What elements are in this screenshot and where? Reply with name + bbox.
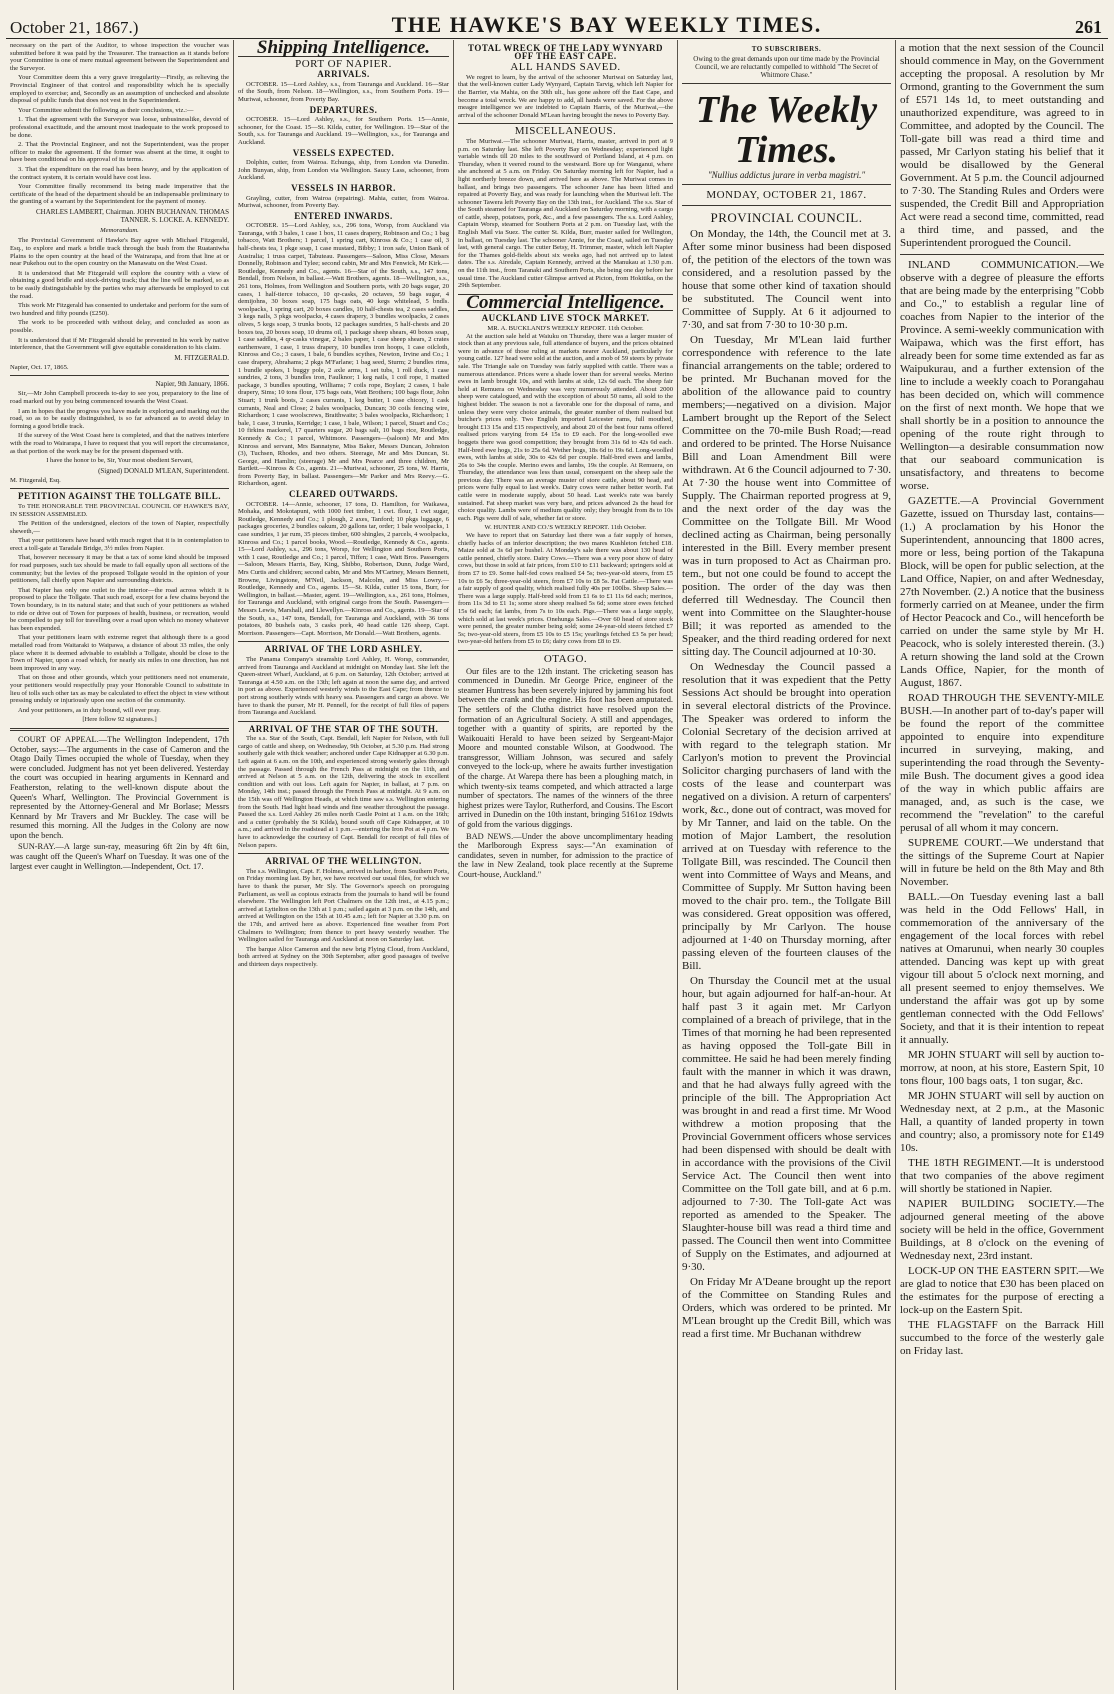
column-4: [678, 40, 896, 1690]
port-heading: PORT OF NAPIER.: [295, 57, 392, 70]
arrivals-list: OCTOBER. 15—Lord Ashley, s.s., from Tauranga and Auckland. 16—Star of the South, from Nelson. 18—Wellington, s.s., from Southern Ports. 19—Muriwai, schooner, from Poverty Bay.: [238, 80, 449, 103]
road-heading: ROAD THROUGH THE SEVENTY-MILE BUSH.: [900, 692, 1104, 717]
subscribers-heading: TO SUBSCRIBERS.: [751, 45, 822, 53]
lockup-text: —We are glad to notice that £30 has been placed on the estimates for the purpose of erecting a lock-up on the Eastern Spit.: [900, 1265, 1104, 1316]
memorandum-heading: Memorandum.: [100, 226, 139, 234]
divider: [238, 641, 449, 642]
court-heading: COURT OF APPEAL.: [18, 734, 99, 744]
ashley-text: The Panama Company's steamship Lord Ashley, H. Worsp, commander, arrived from Tauranga and Auckland at midnight on Monday last. She left the Queen-street Wharf, Auckland, at 6 p.m. on Saturday, 12th October; arrived at Tauranga at 4.50 a.m. on the 13th; left again at noon the same day, and arrived in port as above. Experienced westerly winds to the East Cape; from thence to port strong southerly winds with heavy sea. Passengers and cargo as above. We have to thank the purser, Mr H. Pennell, for the receipt of full files of papers from Tauranga and Auckland.: [238, 655, 449, 717]
editorial-masthead: [682, 90, 891, 206]
report-para: 3. That the expenditure on the road has been heavy, and by the application of the contract system, it is certain would have cost less.: [10, 165, 229, 181]
expected-list: Dolphin, cutter, from Wairoa. Echunga, ship, from London via Dunedin. John Bunyan, ship, from London via Wellington. Saucy Lass, schooner, from Auckland.: [238, 159, 449, 182]
petition-note: [Here follow 92 signatures.]: [82, 716, 157, 724]
council-para: On Tuesday, Mr M'Lean laid further correspondence with reference to the late financial arrangements on the table; ordered to be printed. Mr Buchanan moved for the abolition of the allowance paid to country members;—negatived on a division. Major Lambert brought up the Report of the Select Committee on the 70-mile Bush Road;—read and ordered to be printed. The Horse Nuisance Bill and Loan Amendment Bill were withdrawn. At 6 the Council adjourned to 7·30. At 7·30 the house went into Committee of Supply. The Chairman reported progress at 9, and the next order of the day was the Committee on the Tollgate Bill. Mr Wood declined acting as Chairman, being personally interested in the Bill. Every member present was in turn proposed to Act as Chairman pro. tem., but not one could be found to accept the position. The order of the day was then deferred till Wednesday. The Council then went into Committee on the Slaughter-house Bill; it was reported as amended to the Speaker, and the third reading ordered for next sitting day. The Council adjourned at 10·30.: [682, 334, 891, 658]
memo-para: It is understood that Mr Fitzgerald will explore the country with a view of obtaining a good bridle and stock-driving track; that the line will be marked, so as to be easily distinguishable by the parties who may afterwards be employed to cut the road.: [10, 269, 229, 300]
outwards-heading: CLEARED OUTWARDS.: [288, 489, 399, 500]
wellington-heading: ARRIVAL OF THE WELLINGTON.: [265, 856, 422, 867]
star-heading: ARRIVAL OF THE STAR OF THE SOUTH.: [248, 723, 439, 734]
memo-para: This work Mr Fitzgerald has consented to undertake and perform for the sum of two hundred and fifty pounds (£250).: [10, 302, 229, 317]
council-para: On Friday Mr A'Deane brought up the report of the Committee on Standing Rules and Orders, which was ordered to be printed. Mr M'Lean brought up the Credit Bill, which was read a first time. Mr Buchanan withdrew: [682, 1276, 891, 1340]
otago-text: Our files are to the 12th instant. The cricketing season has commenced in Dunedin. Mr George Price, engineer of the steamer Huntress has been severely injured by jamming his foot between the crank and the engine. His foot has been amputated. The settlers of the Clutha district have resolved upon the formation of an Agricultural Society. A still and appendages, together with a quantity of spirits, are reported by the Waikouaiti Herald to have been seized by Sergeant-Major Moore and mounted constable Wilson, at Goodwood. The transgressor, William Johnson, was secured and safely conveyed to the lock-up, where he awaits further investigation of the charge. At Warepa there has been a ploughing match, in which twenty-six teams competed, and which attracted a large number of spectators. The names of the winners of the three highest prizes were Taylor, Rutherford, and Cousins. The Escort arrived in Dunedin on the 10th instant, bringing 5161oz 19dwts of gold from the various diggings.: [458, 666, 673, 830]
bad-news-text: —Under the above uncomplimentary heading the Marlborough Express says:—"An examination of candidates, seven in number, for admission to the practice of the law in New Zealand, took place recently at the Supreme Court-house, Auckland.": [458, 831, 673, 879]
road-text: —In another part of to-day's paper will be found the report of the committee appointed to enquire into expenditure incurred in surveying, making, and superintending the road through the Seventy-mile Bush. The document gives a good idea of the way in which public affairs are managed, and, as such is the case, we recommend the "revelation" to the careful perusal of all whom it may concern.: [900, 705, 1104, 834]
petition-para: That, however necessary it may be that a tax of some kind should be imposed for road purposes, such tax should be made to fall equally upon all sections of the community; but the levies of the proposed Tollgate would in the opinion of your petitioners, fall chiefly upon Napier and surrounding districts.: [10, 554, 229, 585]
dateline: Napier, Oct. 17, 1865.: [10, 363, 69, 371]
letter-para: I am in hopes that the progress you have made in exploring and marking out the road, so as to be easily distinguished, is so far advanced as to avoid delay in forming a good bridle track.: [10, 407, 229, 430]
outwards-list: OCTOBER. 14—Annie, schooner, 17 tons, D. Hamilton, for Waikawa, Mohaka, and Mokotapuni, with 1000 feet timber, 1 cwt. flour, 1 cwt sugar, Routledge, Kennedy and Co.; 1 plough, 2 axes, Tanford; 10 pkgs luggage, 6 packages groceries, 2 bundles oakum, 20 gallons tar, order; 1 bale woolpacks, 1 case sundries, 1 jar rum, 35 pieces timber, 600 shingles, 2 parcels, 4 woolpacks, Kinross and Co.; 1 parcel books, Wood.—Routledge, Kennedy & Co., agents. 15—Lord Ashley, s.s., 296 tons, Worsp, for Wellington and Southern Ports, with 1 case, Routledge and Co.; 1 parcel, Tiffen; 1 case, Watt Bros. Passengers—Saloon, Messrs Harris, Bay, King, Shibbo, Robertson, Dunn, Judge Ward, Mrs Curtis and children; second cabin, Mr and Mrs M'Cartney, Messrs Bennett, Browne, Livingstone, M'Neil, Jackson, Malcolm, and Miss Lowry.—Routledge, Kennedy and Co., agents. 15—St. Kilda, cutter 15 tons, Burr, for Wellington, in ballast.—Master, agent. 19—Wellington, s.s., 261 tons, Holmes, for Tauranga and Auckland, with original cargo from the South. Passengers—Messrs Lewis, Marshall, and Llewellyn.—Kinross and Co., agents. 19—Star of the South, s.s., 147 tons, Bendall, for Tauranga and Auckland, with 36 tons potatoes, 80 bushels oats, 3 casks pork, 40 head cattle 126 sheep, Capt. Morrison. Passengers—Capt. Morrison, Mr Donald.—Watt Brothers, agents.: [238, 500, 449, 637]
council-para: a motion that the next session of the Council should commence in May, on the Government accepting the proposal. A resolution by Mr Ormond, granting to the Government the sum of £571 14s 1d, to meet outstanding and unauthorized expenditure, was agreed to in Committee, and adopted by the Council. The Toll-gate bill was read a third time and passed, Mr Carlyon stating his belief that it would be disallowed by the General Government. At 5 p.m. the Council adjourned to 7·30. The Standing Rules and Orders were suspended, the Credit Bill and Appropriation Act were read a second time, committed, read a third time, and passed, and the Superintendent prorogued the Council.: [900, 42, 1104, 249]
ball-heading: BALL.: [908, 891, 940, 903]
petition-para: That your petitioners learn with extreme regret that although there is a good metalled road from Waitaraki to Waipawa, a distance of about 33 miles, the only place where it is deemed advisable to establish a Tollgate, should be close to the Town of Napier, upon a road which, for nearly six miles in one direction, has not been improved in any way.: [10, 634, 229, 672]
petition-heading: PETITION AGAINST THE TOLLGATE BILL.: [18, 491, 221, 502]
building-heading: NAPIER BUILDING SOCIETY.: [908, 1198, 1076, 1210]
signature: M. FITZGERALD.: [174, 353, 229, 362]
stuart-heading: MR JOHN STUART: [908, 1090, 1002, 1102]
harbor-list: Grayling, cutter, from Wairoa (repairing). Mahia, cutter, from Wairoa. Muriwai, schooner, from Poverty Bay.: [238, 194, 449, 210]
wreck-text: We regret to learn, by the arrival of the schooner Muriwai on Saturday last, that the well-known cutter Lady Wynyard, Captain Tarvig, which left Napier for the Barrier, via Mahia, on the 30th ult., has gone ashore off the East Cape, and become a total wreck. We are happy to add, all hands were saved. For the above meagre intelligence we are indebted to Captain Harris, of the Muriwai,—the arrival of the schooner Donald M'Lean having brought the news to Poverty Bay.: [458, 73, 673, 119]
regiment-heading: THE 18TH REGIMENT.: [908, 1157, 1022, 1169]
misc-heading: MISCELLANEOUS.: [514, 125, 617, 138]
arrivals-heading: ARRIVALS.: [317, 69, 370, 80]
newspaper-title: THE HAWKE'S BAY WEEKLY TIMES.: [391, 12, 822, 37]
star-text: The s.s. Star of the South, Capt. Bendall, left Napier for Nelson, with full cargo of cattle and sheep, on Wednesday, 9th October, at 5.30 p.m. Had strong southerly gale with thick weather; anchored under Cape Kidnapper at 6.30 p.m. Left again at 6 a.m. on the 10th, and experienced strong westerly gales through the passage. Passed through the French Pass at midnight on the 11th, and arrived at Nelson at 5 a.m. on the 12th, delivering the stock in excellent condition and with out loss. Left again for Napier, in ballast, at 7 p.m. on Monday, 14th inst.; passed through the French Pass at midnight. At 9 a.m. on the 15th was off Wellington Heads, at which time saw s.s. Wellington entering from the South. Had light head winds and fine weather throughout the passage. Passed the s.s. Lord Ashley 26 miles north Castle Point at 1 a.m. on the 16th; and a cutter (probably the St Kilda), bound south off Cape Kidnapper, at 10 a.m.; and arrived in the roadstead at 1 p.m.—entering the Iron Pot at 4 p.m. We have to acknowledge the courtesy of Capt. Bendall for receipt of full files of Nelson papers.: [238, 735, 449, 849]
divider: [238, 721, 449, 722]
sunray-text: —A large sun-ray, measuring 6ft 2in by 4ft 6in, was caught off the Queen's Wharf on Tuesday. It was one of the largest ever caught in Wellington.—Independent, Oct. 17.: [10, 842, 229, 871]
petition-para: The Petition of the undersigned, electors of the town of Napier, respectfully sheweth,—: [10, 520, 229, 535]
expected-heading: VESSELS EXPECTED.: [292, 147, 395, 158]
stuart-heading: MR JOHN STUART: [908, 1049, 1002, 1061]
committee-signers: CHARLES LAMBERT, Chairman. JOHN BUCHANAN. THOMAS TANNER. S. LOCKE. A. KENNEDY.: [36, 207, 229, 224]
ball-text: —On Tuesday evening last a ball was held in the Odd Fellows' Hall, in commemoration of the anniversary of the engagement of the local forces with rebel natives at Omarunui, when nearly 30 couples attended. Dancing was kept up with great vigour till about 5 o'clock next morning, and all present seemed to enjoy themselves. We understand the affair was got up by some gentleman connected with the Odd Fellows' Society, and that it is their intention to repeat it annually.: [900, 891, 1104, 1046]
letter-closing: I have the honor to be, Sir, Your most obedient Servant,: [46, 457, 193, 465]
departures-list: OCTOBER. 15—Lord Ashley, s.s., for Southern Ports. 15—Annie, schooner, for the Coast. 15—St. Kilda, cutter, for Wellington. 19—Star of the South, s.s. for Tauranga and Auckland. 19—Wellington, s.s., for Tauranga and Auckland.: [238, 116, 449, 146]
council-para: On Monday, the 14th, the Council met at 3. After some minor business had been disposed of, the petition of the electors of the town was considered, and a resolution passed by the house that some other kind of taxation should be substituted. The Council went into Committee of Supply. At 6 it adjourned to 7·30, and sat from 7·30 to 10·30 p.m.: [682, 228, 891, 331]
supreme-text: —We understand that the sittings of the Supreme Court at Napier will in future be held on the 8th May and 8th November.: [900, 837, 1104, 888]
supreme-heading: SUPREME COURT.: [908, 837, 1003, 849]
petition-para: That Napier has only one outlet to the interior—the road across which it is proposed to place the Tollgate. That such road, except for a few chains beyond the Town boundary, is in its natural state; and that such of your petitioners as wished to ride or drive out of Town for purposes of health, business, or recreation, would be compelled to pay toll for travelling over a road upon which no money whatever has been expended.: [10, 586, 229, 632]
divider: [10, 728, 229, 731]
divider: [682, 205, 891, 206]
column-2: [234, 40, 454, 1690]
signature: (Signed) DONALD M'LEAN, Superintendent.: [98, 466, 229, 475]
report-para: necessary on the part of the Auditor, to whose inspection the voucher was submitted before it was paid by the Treasurer. The transaction as it stands before your Committee is one of mere mutual agreement between the Superintendent and the Surveyor.: [10, 42, 229, 72]
divider: [238, 853, 449, 854]
divider: [10, 488, 229, 489]
market-text: We have to report that on Saturday last there was a fair supply of horses, chiefly hacks of an inferior description; the two mares Kushleton fetched £18. Maize sold at 3s 6d per bushel. At Monday's sale there was about 130 head of cattle penned, chiefly store. Dairy Cows.—There was a very poor show of dairy cows, but those in sold at fair prices, from £10 to £11 backward; springers sold at from £7 to £9. Some half-fed cows realised £4 5s; two-year-old steers, from £5 10s to £6 5s; three-year-old steers, from £7 10s to £8 5s. Fat Cattle.—There was a fair supply of good quality, which realised fully 40s per 100lbs. Sheep Sales.—There was a large supply. Half-bred sold from £1 6s to £1 11s 6d each; merinos, from 11s 3d to £1 1s; some store sheep realised 5s 6d; some store ewes fetched 15s 6d each; fat lambs, from 7s to 10s each. Pigs.—There was a large supply, which sold at last week's prices. Onehunga Sales.—Over 60 head of store stock were penned, the greater number being sold; some 24-year-old steers fetched £7 5s; two-year-old steers, from £5 10s to £5 15s; yearlings fetched £3 5s per head; two-year-old heifers from £5 to £6; dairy cows from £8 to £9.: [458, 532, 673, 646]
market-heading: AUCKLAND LIVE STOCK MARKET.: [481, 313, 650, 324]
divider: [458, 650, 673, 651]
subscribers-note: Owing to the great demands upon our time made by the Provincial Council, we are reluctantly compelled to withhold "The Secret of Whitmore Chase.": [693, 55, 880, 79]
divider: [458, 123, 673, 124]
issue-date: October 21, 1867.): [10, 18, 139, 37]
editorial-date: MONDAY, OCTOBER 21, 1867.: [706, 189, 867, 201]
column-5: [896, 40, 1108, 1690]
page-header: [6, 6, 1108, 39]
council-heading: PROVINCIAL COUNCIL.: [710, 210, 863, 225]
memo-para: The Provincial Government of Hawke's Bay agree with Michael Fitzgerald, Esq., to explore and mark a bridle track through the bush from the Ruataniwha Plains to the open country at the head of the Wairarapa, and from that line at or near Pukehou out to the open country on the Manawatu on the West Coast.: [10, 237, 229, 268]
divider: [682, 184, 891, 185]
gazette-text: —A Provincial Government Gazette, issued on Thursday last, contains—(1.) A proclamation by his Honor the Superintendent, announcing that 1800 acres, more or less, being portion of the Takapuna Block, will be open for public selection, at the Land Office, Napier, on and after Wednesday, 27th November. (2.) A notice that the business formerly carried on at Meanee, under the firm of Hector Peacock and Co., will henceforth be carried on under the same style by Mr H. Peacock, who is solely interested therein. (3.) A return showing the land sold at the Crown Lands Office, Napier, for the month of August, 1867.: [900, 495, 1104, 689]
flagstaff-heading: THE FLAGSTAFF: [908, 1319, 998, 1331]
shipping-heading: Shipping Intelligence.: [256, 40, 431, 58]
masthead-motto: "Nullius addictus jurare in verba magistri.": [707, 170, 866, 180]
regiment-text: —It is understood that two companies of the above regiment will shortly be stationed in Napier.: [900, 1157, 1104, 1195]
departures-heading: DEPARTURES.: [309, 104, 378, 115]
inland-text: —We observe with a degree of pleasure the efforts that are being made by the enterprising "Cobb and Co.," to establish a regular line of coaches from Napier to the interior of the Province. A semi-weekly communication with Waipawa, which was the first effort, has already been for some time extended as far as Waipukurau, and a further extension of the line to include a weekly coach to Porangahau has been decided on, which will commence on the first of next month. We hope that we shall shortly be in a position to announce the opening of the route right through to Wellington—a desirable consummation now that our seaboard communication is unsatisfactory, and threatens to become worse.: [900, 259, 1104, 492]
wellington-text: The s.s. Wellington, Capt. F. Holmes, arrived in harbor, from Southern Ports, on Friday morning last. By her, we have received our usual files, for which we have to thank the purser, Mr Sly. The Governor's speech on proroguing Parliament, as well as copious extracts from the journals to hand will be found elsewhere. The Wellington left Port Chalmers on the 12th inst., at 4.15 p.m.; arrived at Lyttelton on the 13th at 1 p.m.; sailed again at 3 p.m. on the 14th, and arrived at Wellington on the 15th at 10.45 a.m.; left for Napier at 3.30 p.m. on the 17th, and arrived here as above. Experienced fine weather from Port Chalmers to Wellington; from thence to port heavy westerly weather. The Wellington sailed for Tauranga and Auckland at noon on Saturday last.: [238, 867, 449, 944]
report-para: Your Committee deem this a very grave irregularity—Firstly, as relieving the Provincial Engineer of that control and responsibility which he is specially employed to exercise; and, Secondly as an assumption of unchecked and absolute disposal of public funds that does not vest in the Superintendent.: [10, 74, 229, 105]
lockup-heading: LOCK-UP ON THE EASTERN SPIT.: [908, 1265, 1079, 1277]
sunray-heading: SUN-RAY.: [18, 842, 56, 852]
divider: [900, 254, 1104, 255]
inland-heading: INLAND COMMUNICATION.: [908, 259, 1079, 271]
memo-para: The work to be proceeded with without delay, and concluded as soon as possible.: [10, 319, 229, 334]
flagstaff-text: on the Barrack Hill succumbed to the force of the westerly gale on Friday last.: [900, 1319, 1104, 1357]
column-1: [6, 40, 234, 1690]
commercial-heading: Commercial Intelligence.: [466, 291, 665, 313]
letter-para: If the survey of the West Coast here is completed, and that the natives interfere with the road to Wairarapa, I have to request that you will report the circumstance, as that portion of the work may be for the present dispensed with.: [10, 432, 229, 455]
dateline: Napier, 9th January, 1866.: [155, 380, 229, 389]
divider: [682, 83, 891, 84]
report-byline: MR. A. BUCKLAND'S WEEKLY REPORT. 11th October.: [487, 325, 644, 332]
page-number: 261: [1075, 17, 1102, 37]
letter-para: Sir,—Mr John Campbell proceeds to-day to see you, preparatory to the line of road marked out by you being commenced towards the West Coast.: [10, 390, 229, 405]
bad-news-heading: BAD NEWS.: [466, 831, 514, 841]
harbor-heading: VESSELS IN HARBOR.: [291, 182, 396, 193]
masthead-title: The Weekly Times.: [695, 89, 878, 171]
stuart-text: will sell by auction to-morrow, at noon, at his store, Eastern Spit, 10 tons flour, 100 bags oats, 1 ton sugar, &c.: [900, 1049, 1105, 1087]
petition-para: And your petitioners, as in duty bound, will ever pray.: [18, 706, 161, 714]
council-para: On Thursday the Council met at the usual hour, but again adjourned for half-an-hour. At half past 3 it again met. Mr Carlyon complained of a breach of privilege, that in the Times of that morning he had been represented as having opposed the Toll-gate Bill in committee. He said he had been merely finding fault with the manner in which it was drawn, and that he had always fully agreed with the principle of the bill. The Appropriation Act was brought in and read a first time. Mr Wood withdrew a motion proposing that the Provincial Government officers whose services had been dispensed with should be dealt with in accordance with the provisions of the Civil Service Act. The Council then went into Committee on the Toll gate bill, and at 6 p.m. adjourned to 7·30. The Toll-gate Act was reported as amended to the Speaker. The Slaughter-house bill was read a third time and passed. The Council then went into Committee of Supply on the Estimates, and adjourned at 9·30.: [682, 975, 891, 1273]
page-body: [6, 40, 1108, 1690]
market-text: At the auction sale held at Waiuku on Thursday, there was a larger muster of stock than at any previous sale, full attendance of buyers, and the prices obtained were in advance of those ruling at markets nearer Auckland, particularly for young cattle. 127 head were sold at the auction, and a mob of 59 steers by private sale. The Triangle sale on Tuesday was fairly supplied with cattle. There was a numerous attendance. Prices were a shade lower than for several weeks. Merino ewes in lamb brought 10s, and with lambs at side, 12s 6d each. The sheep fair held at Remuera on Wednesday was very numerously attended. About 2000 sheep were catalogued, and with the exception of about 50 rams, all sold to the highest bidder. The season is not a favorable one for the disposal of rams, and unless they were very choice animals, the greater number of them realised but butcher's prices only. Two English imported Leicester rams, full mouthed, brought £13 15s and £15 respectively, and about 20 of the best four rams offered realised prices varying from £4 15s to £9 each. For the long-woolled ewe hoggets there was good competition; they brought from 31s 6d to 42s 6d each. Half-bred ewe hogs, 21s to 25s 6d. Wether hogs, 18s 6d to 19s 6d. Long-woolled ewes, with lambs at side, 30s to 42s 6d per couple. Half-bred ewes and lambs, 26s to 34s the couple. Merino ewes and lambs, 19s the couple. At Remuera, on Thursday, the attendance was less than usual, consequent on the sheep sale the previous day. There was an average muster of store cattle, about 90 head, and prices were fully equal to last week's. Dairy cows were rather better worth. Fat cattle were in moderate supply, about 50 head. Last week's rate was barely sustained. Fat sheep market was very bare, and prices advanced 2s the head for choice quality. Lambs were of medium quality only; they brought from 8s to 10s each. Pigs were dull of sale, whether fat or store.: [458, 332, 673, 522]
barque-text: The barque Alice Cameron and the new brig Flying Cloud, from Auckland, both arrived at Sydney on the 30th September, after good passages of twelve and thirteen days respectively.: [238, 945, 449, 968]
wreck-heading: TOTAL WRECK OF THE LADY WYNYARD OFF THE EAST CAPE.: [468, 43, 663, 61]
building-text: —The adjourned general meeting of the above society will be held in the office, Government Buildings, at 8 o'clock on the evening of Wednesday next, 23rd instant.: [900, 1198, 1104, 1262]
gazette-heading: GAZETTE.: [908, 495, 961, 507]
court-text: —The Wellington Independent, 17th October, says:—The arguments in the case of Cameron and the Otago Daily Times occupied the whole of Tuesday, when they were concluded. Judgment has not yet been delivered. Yesterday the court was occupied in hearing arguments in Kennard and Featherston, relating to the well-known dispute about the Queen's Wharf, Wellington. The Provincial Government is represented by the Attorney-General and Mr Borlase; Messrs Kennard by Mr Travers and Mr Buckley. The case will be resumed this morning. All the Judges in the Colony are now upon the bench.: [10, 734, 229, 840]
report-para: 1. That the agreement with the Surveyor was loose, unbusinesslike, devoid of professional exactitude, and the amount most inadequate to the work proposed to be done.: [10, 116, 229, 139]
report-para: Your Committee submit the following as their conclusions, viz.:—: [18, 106, 194, 114]
saved-heading: ALL HANDS SAVED.: [510, 61, 621, 74]
ashley-heading: ARRIVAL OF THE LORD ASHLEY.: [264, 644, 423, 655]
petition-para: To THE HONORABLE THE PROVINCIAL COUNCIL OF HAWKE'S BAY, IN SESSION ASSEMBLED.: [10, 502, 229, 518]
addressee: M. Fitzgerald, Esq.: [10, 476, 61, 484]
council-para: On Wednesday the Council passed a resolution that it was expedient that the Petty Sessions Act should be brought into operation in several electoral districts of the Province. The Speaker was ordered to inform the Colonial Secretary of the decision arrived at with regard to the telegraph station. Mr Carlyon's motion to prevent the Provincial Solicitor charging purchasers of land with the costs of the lease and counterpart was negatived on a division. A return of carpenters' work, &c., done out of contract, was moved for by Mr Tanner, and laid on the table. On the motion of Major Lambert, the resolution arrived at on Tuesday with reference to the Tollgate Bill, was rescinded. The Council then went into Committee of Ways and Means, and Committee of Supply. Mr Sutton having been moved to the chair pro. tem., the Tollgate Bill was considered. Great opposition was offered, principally by Mr Carlyon. The house adjourned at 1·40 on Thursday morning, after passing eleven of the fourteen clauses of the Bill.: [682, 661, 891, 972]
report-para: Your Committee finally recommend its being made imperative that the certificate of the head of the department should be an indispensable preliminary to the granting of a warrant by the Superintendent for the payment of money.: [10, 183, 229, 206]
petition-para: That on those and other grounds, which your petitioners need not enumerate, your petitioners would respectfully pray your Honorable Council to substitute in lieu of tolls such other tax as may be calculated to effect the object in view without pressing unduly or injuriously upon one section of the community.: [10, 674, 229, 705]
column-3: [454, 40, 678, 1690]
inwards-list: OCTOBER. 15—Lord Ashley, s.s., 296 tons, Worsp, from Auckland via Tauranga, with 3 bales, 1 case 1 box, 11 cases drapery, Robinson and Co.; 1 bag tobacco, Watt Brothers; 1 parcel, 1 spring cart, Kinross & Co.; 1 case oil, 3 half-chests tea, 1 pkge soap, 1 case mustard, Bibby; 1 iron safe, Union Bank of Australia; 1 truss carpet, Tabuteau. Passengers—Saloon, Miss Close, Messrs Donnelly, Robinson and Tylee; second cabin, Mr and Mrs Fenwick, Mr Kirk.—Routledge, Kennedy and Co., agents. 16—Star of the South, s.s., 147 tons, Bendall, from Nelson, in ballast.—Watt Brothers, agents. 18—Wellington, s.s., 261 tons, Holmes, from Wellington and Southern ports, with 20 bags sugar, 20 cases, 1 half-tierce tobacco, 10 qr-casks, 20 octaves, 59 bags sugar, 4 demijohns, 30 boxes soap, 175 bags oats, 40 kegs whitelead, 5 bndls. woolpacks, 1 spring cart, 20 boxes candles, 10 half-chests tea, 2 cases saddles, 3 kegs nails, 3 pkgs woolpacks, 4 cases drapery, 3 bundles woolpacks, 2 cases olives, 5 kegs soap, 3 trunks boots, 12 packages sundries, 5 half-chests and 20 boxes tea, 20 boxes soap, 10 drums oil, 1 package sheep shears, 40 boxes soap, 1 case saddles, 4 qr-casks vinegar, 2 bales paper, 1 case sheep shears, 2 crates earthenware, 1 case, 1 truss drapery, 10 bundles iron hoops, 1 case oilcloth, Kinross and Co.; 3 cases, 1 bale, 6 bundles scythes, Newton, Irvine and Co.; 1 case drapery, Abrahams; 2 pkgs M'Farlane; 1 bag seed, Sturm; 2 bundles rims, 1 bundle spokes, 1 buggy pole, 2 axle arms, 1 set tubs, 1 roll duck, 1 case sundries, 2 tons, 3 bundles iron, Faulknor; 1 keg nails, 1 coil rope, 1 matted package, 3 bundles spouting, Williams; 7 coils rope, Boylan; 2 cases, 1 bale drapery, Sims; 10 tons flour, 175 bags oats, Watt Brothers; 100 bags flour, John Stuart; 1 trunk boots, 2 cases currants, 1 keg butter, 1 case chicory, 1 cask currants, Neal and Close; 2 bales woolpacks, Duncan; 30 coils fencing wire, Richardson; 1 case woolscrews, Braithwaite; 3 bales woolpacks, Richardson; 1 bale, 1 case, 3 trunks, Kerridge; 1 case, 1 bale, Wilson; 1 parcel, Stuart and Co.; 10 firkins mackerel, 17 quarters sugar, 20 bags salt, 10 bags rice, Routledge, Kennedy & Co.; 1 parcel, Whitmore. Passengers—(saloon) Mr and Mrs Kinross and servant, Mrs Bannatyne, Miss Baker, Messrs Duncan, Johnston (3), Tuchsen, Rhodes, and two others. Steerage, Mr and Mrs Duncan, St. George, and Hamlin; (steerage) Mr and Mrs Pearce and three children, Mr Bartlett.—Kinross & Co., agents. 21—Muriwai, schooner, 25 tons, W. Harris, from Poverty Bay, in ballast. Passengers—Mr Parker and Mrs Reevy.—G. Richardson, agent.: [238, 222, 449, 488]
divider: [10, 375, 229, 376]
memo-para: It is understood that if Mr Fitzgerald should be prevented in his work by native interference, that the Government will give equitable consideration to his claim.: [10, 336, 229, 352]
otago-heading: OTAGO.: [543, 652, 588, 665]
inwards-heading: ENTERED INWARDS.: [294, 210, 393, 221]
report-para: 2. That the Provincial Engineer, and not the Superintendent, was the proper officer to make the agreement. If the former was absent at the time, it ought to have been conditional on his approval of its terms.: [10, 141, 229, 164]
misc-text: The Muriwai.—The schooner Muriwai, Harris, master, arrived in port at 9 p.m. on Saturday last. She left Poverty Bay on Wednesday; experienced light variable winds till 20 miles to the southward of Portland Island, at 4 p.m. on Thursday, when it veered round to the westward. Bore up for Wanganui, where she anchored at 5 a.m. on Friday. On Saturday morning left for Napier, had a light northerly breeze down, and arrived here as above. The Muriwai comes in ballast, and brings two passengers. The schooner Jane has been lifted and repaired at Poverty Bay, and was ready for launching when the Muriwai left. The schooner Tawera left Poverty Bay on the 13th inst., for Auckland. The s.s. Star of the South steamed for Tauranga and Auckland on Saturday morning, with a cargo of cattle, sheep, potatoes, pork, &c., and a few passengers. The s.s. Lord Ashley, Captain Worsp, steamed for Southern Ports at 2 p.m. on Tuesday last, with the English Mail via Suez. The cutter St. Kilda, Burr, master sailed for Wellington, in ballast, on Tuesday last. The schooner Annie, for the Coast, sailed on Tuesday last, with general cargo. The cutter Betsy, H. Trimmer, master, which left Napier for the Thames gold-fields about six weeks ago, had not arrived up to latest dates. The s.s. Airedale, Captain Kennedy, arrived at the Manukau at 1.30 p.m. on the 11th inst., from Taranaki and Southern Ports, she being one day before her usual time. The Auckland cutter Glimpse arrived at Picton, from Hokitika, on the 29th September.: [458, 137, 673, 290]
report-byline: W. HUNTER AND CO.'S WEEKLY REPORT. 11th October.: [484, 524, 647, 532]
stuart-text: will sell by auction on Wednesday next, at 2 p.m., at the Masonic Hall, a quantity of landed property in town and country; also, a promissory note for £149 10s.: [900, 1090, 1104, 1154]
petition-para: That your petitioners have heard with much regret that it is in contemplation to erect a toll-gate at Taradale Bridge, 3½ miles from Napier.: [10, 537, 229, 552]
